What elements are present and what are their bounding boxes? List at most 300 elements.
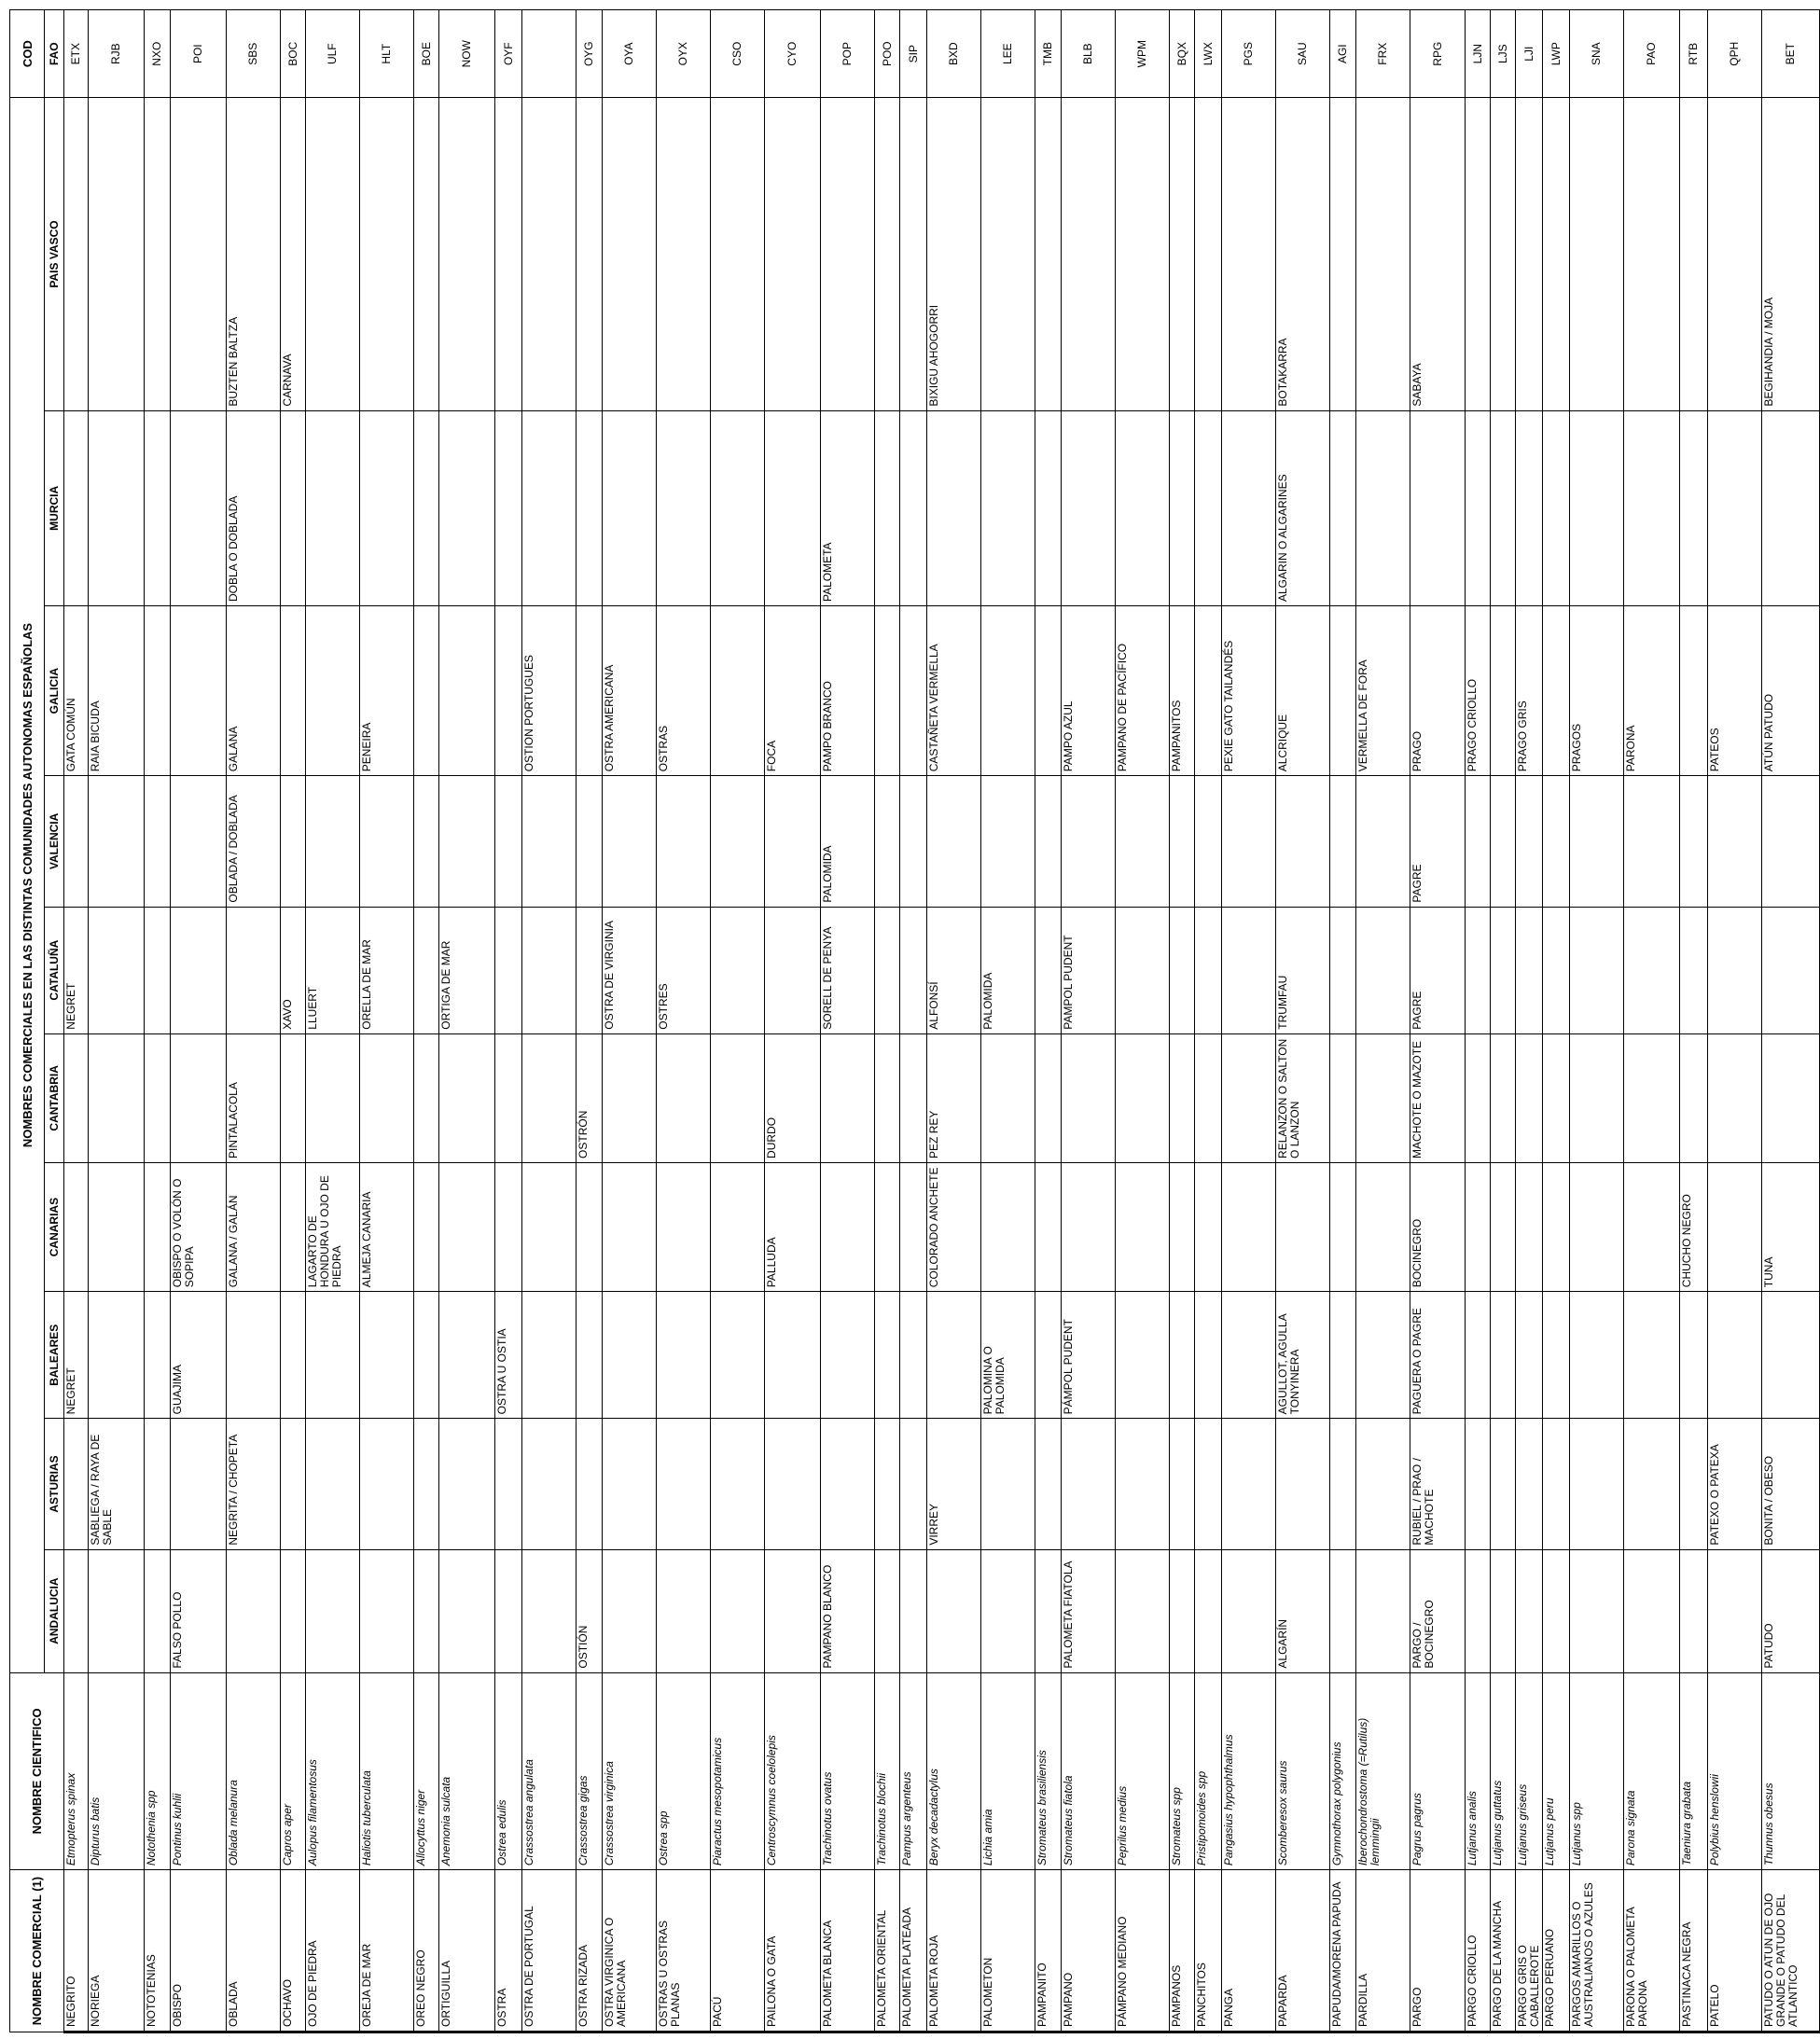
region-name-cell	[765, 1419, 821, 1549]
region-name-cell: ALCRIQUE	[1276, 606, 1330, 776]
region-name-cell	[1170, 98, 1195, 410]
region-name-cell	[1356, 1162, 1410, 1291]
table-row	[1466, 10, 1491, 2032]
fao-code-cell: RTB	[1680, 10, 1708, 98]
nombre-comercial-cell: OREJA DE MAR	[360, 1870, 414, 2032]
region-name-cell	[1543, 1033, 1570, 1162]
nombre-cientifico-cell: Etmopterus spinax	[64, 1672, 89, 1870]
region-name-cell	[900, 606, 927, 776]
nombre-comercial-cell: NEGRITO	[64, 1870, 89, 2032]
region-name-cell	[1543, 1292, 1570, 1419]
region-name-cell: PENEIRA	[360, 606, 414, 776]
region-name-cell	[603, 776, 657, 907]
region-name-cell	[495, 606, 522, 776]
region-name-cell	[1466, 1419, 1491, 1549]
nombre-cientifico-cell: Lutjanus spp	[1570, 1672, 1624, 1870]
table-row	[927, 10, 981, 2032]
region-name-cell	[875, 907, 900, 1033]
fao-code-cell: OYA	[603, 10, 657, 98]
region-name-cell	[900, 1292, 927, 1419]
nombre-cientifico-cell: Crassostrea angulata	[522, 1672, 577, 1870]
region-name-cell	[765, 98, 821, 410]
nombre-comercial-cell: PAILONA O GATA	[765, 1870, 821, 2032]
region-name-cell	[603, 410, 657, 605]
region-name-cell	[306, 606, 360, 776]
region-name-cell: PATUDO	[1762, 1549, 1820, 1672]
region-name-cell: BIXIGU AHOGORRI	[927, 98, 981, 410]
table-row	[1170, 10, 1195, 2032]
region-name-cell	[1466, 1549, 1491, 1672]
nombre-cientifico-cell: Taeniura grabata	[1680, 1672, 1708, 1870]
region-name-cell	[522, 1292, 577, 1419]
region-name-cell	[414, 410, 439, 605]
region-name-cell	[1543, 606, 1570, 776]
region-name-cell	[657, 1033, 711, 1162]
region-name-cell	[281, 1033, 306, 1162]
region-name-cell	[1680, 1033, 1708, 1162]
region-name-cell	[900, 1549, 927, 1672]
region-name-cell	[603, 1033, 657, 1162]
region-name-cell: PAMPANO DE PACÍFICO	[1116, 606, 1170, 776]
region-name-cell: BOTAKARRA	[1276, 98, 1330, 410]
region-name-cell: PRAGOS	[1570, 606, 1624, 776]
nombre-cientifico-cell: Pontinus kuhlii	[171, 1672, 227, 1870]
region-name-cell	[875, 1033, 900, 1162]
region-name-cell: GUAJIMA	[171, 1292, 227, 1419]
species-table	[9, 9, 1820, 2033]
nombre-cientifico-cell: Lutjanus griseus	[1516, 1672, 1543, 1870]
region-name-cell	[875, 1292, 900, 1419]
region-name-cell	[1624, 1549, 1680, 1672]
region-name-cell	[281, 1162, 306, 1291]
region-name-cell	[306, 1549, 360, 1672]
region-name-cell	[1356, 776, 1410, 907]
region-name-cell	[1570, 907, 1624, 1033]
region-name-cell	[875, 410, 900, 605]
table-row	[1116, 10, 1170, 2032]
region-name-cell: VIRREY	[927, 1419, 981, 1549]
region-name-cell	[89, 98, 145, 410]
fao-code-cell: QPH	[1708, 10, 1762, 98]
region-name-cell	[657, 410, 711, 605]
region-name-cell	[1491, 1033, 1516, 1162]
region-name-cell: ALMEJA CANARIA	[360, 1162, 414, 1291]
region-name-cell	[1170, 410, 1195, 605]
region-name-cell	[1356, 98, 1410, 410]
region-name-cell	[145, 1162, 171, 1291]
fao-code-cell: AGI	[1330, 10, 1356, 98]
region-name-cell	[1466, 907, 1491, 1033]
region-name-cell	[711, 1419, 765, 1549]
region-name-cell	[171, 1033, 227, 1162]
table-row	[89, 10, 145, 2032]
region-name-cell: BUZTEN BALTZA	[227, 98, 281, 410]
region-name-cell	[281, 606, 306, 776]
nombre-cientifico-cell: Trachinotus ovatus	[821, 1672, 875, 1870]
region-name-cell: TUNA	[1762, 1162, 1820, 1291]
nombre-comercial-cell: OCHAVO	[281, 1870, 306, 2032]
region-name-cell: PAMPOL PUDENT	[1062, 907, 1116, 1033]
region-name-cell	[495, 1033, 522, 1162]
region-name-cell	[711, 907, 765, 1033]
region-name-cell	[1330, 1162, 1356, 1291]
nombre-comercial-cell: OSTRA DE PORTUGAL	[522, 1870, 577, 2032]
fao-code-cell: CSO	[711, 10, 765, 98]
region-name-cell	[1222, 98, 1276, 410]
region-name-cell	[1116, 98, 1170, 410]
region-name-cell	[875, 1419, 900, 1549]
fao-code-cell: NOW	[439, 10, 495, 98]
region-name-cell	[1035, 606, 1062, 776]
nombre-cientifico-cell: Stromateus fiatola	[1062, 1672, 1116, 1870]
nombre-cientifico-cell: Ostrea edulis	[495, 1672, 522, 1870]
region-name-cell	[981, 1033, 1035, 1162]
region-name-cell	[1680, 776, 1708, 907]
region-name-cell	[522, 98, 577, 410]
region-name-cell	[1624, 410, 1680, 605]
region-name-cell	[577, 1419, 603, 1549]
nombre-cientifico-cell: Peprilus medius	[1116, 1672, 1170, 1870]
region-name-cell	[1330, 1549, 1356, 1672]
region-name-cell	[439, 98, 495, 410]
region-name-cell	[360, 1419, 414, 1549]
fao-code-cell: LWP	[1543, 10, 1570, 98]
region-name-cell	[927, 1549, 981, 1672]
region-name-cell	[1330, 606, 1356, 776]
region-name-cell	[657, 1162, 711, 1291]
region-name-cell	[1543, 907, 1570, 1033]
region-name-cell	[1035, 1162, 1062, 1291]
region-name-cell	[414, 1419, 439, 1549]
region-name-cell	[439, 410, 495, 605]
region-name-cell	[1222, 1162, 1276, 1291]
nombre-comercial-cell: OSTRA	[495, 1870, 522, 2032]
region-name-cell	[64, 1033, 89, 1162]
nombre-cientifico-cell: Pristipomoides spp	[1195, 1672, 1222, 1870]
region-name-cell: SORELL DE PENYA	[821, 907, 875, 1033]
region-name-cell: NEGRET	[64, 907, 89, 1033]
region-name-cell	[981, 98, 1035, 410]
region-name-cell	[981, 776, 1035, 907]
region-name-cell	[227, 1549, 281, 1672]
nombre-cientifico-cell: Oblada melanura	[227, 1672, 281, 1870]
fao-code-cell: LJI	[1516, 10, 1543, 98]
region-name-cell: PALOMETA	[821, 410, 875, 605]
region-name-cell: ORELLA DE MAR	[360, 907, 414, 1033]
region-name-cell	[1195, 1292, 1222, 1419]
region-name-cell	[1330, 776, 1356, 907]
region-name-cell	[1222, 1033, 1276, 1162]
region-name-cell: DURDO	[765, 1033, 821, 1162]
nombre-cientifico-cell: Anemonia sulcata	[439, 1672, 495, 1870]
region-name-cell	[1035, 907, 1062, 1033]
region-name-cell	[711, 776, 765, 907]
region-name-cell: PALOMETA FIATOLA	[1062, 1549, 1116, 1672]
region-name-cell	[522, 410, 577, 605]
region-name-cell: LLUERT	[306, 907, 360, 1033]
region-name-cell	[1491, 98, 1516, 410]
table-row	[522, 10, 577, 2032]
fao-code-cell: OYG	[577, 10, 603, 98]
table-row	[171, 10, 227, 2032]
region-name-cell	[1491, 1162, 1516, 1291]
region-name-cell: RAIA BICUDA	[89, 606, 145, 776]
region-name-cell: PATEXO O PATEXA	[1708, 1419, 1762, 1549]
region-name-cell	[1170, 1033, 1195, 1162]
region-name-cell: CASTAÑETA VERMELLA	[927, 606, 981, 776]
region-name-cell	[711, 1549, 765, 1672]
region-name-cell: CARNAVA	[281, 98, 306, 410]
nombre-comercial-cell: PAMPANITO	[1035, 1870, 1062, 2032]
region-name-cell	[145, 1033, 171, 1162]
region-name-cell	[495, 410, 522, 605]
region-name-cell: GATA COMÚN	[64, 606, 89, 776]
region-name-cell	[1680, 410, 1708, 605]
region-name-cell	[1570, 1033, 1624, 1162]
region-name-cell	[1062, 1033, 1116, 1162]
region-name-cell	[439, 1292, 495, 1419]
region-name-cell: PAGRE	[1410, 907, 1466, 1033]
region-name-cell: PINTALACOLA	[227, 1033, 281, 1162]
region-name-cell	[1516, 1549, 1543, 1672]
region-name-cell	[1516, 1162, 1543, 1291]
nombre-comercial-cell: PARDILLA	[1356, 1870, 1410, 2032]
fao-code-cell: PGS	[1222, 10, 1276, 98]
region-name-cell	[1708, 1549, 1762, 1672]
region-name-cell	[577, 907, 603, 1033]
region-name-cell	[1035, 98, 1062, 410]
fao-code-cell: HLT	[360, 10, 414, 98]
region-name-cell	[227, 1292, 281, 1419]
nombre-cientifico-cell: Pangasius hypophthalmus	[1222, 1672, 1276, 1870]
region-name-cell	[281, 1292, 306, 1419]
region-name-cell	[1356, 1549, 1410, 1672]
region-name-cell: NEGRET	[64, 1292, 89, 1419]
region-name-cell	[1762, 1292, 1820, 1419]
region-name-cell	[1330, 98, 1356, 410]
header-cod: COD	[10, 10, 45, 98]
region-name-cell	[1035, 410, 1062, 605]
region-name-cell	[711, 98, 765, 410]
region-name-cell	[1195, 907, 1222, 1033]
region-name-cell: CHUCHO NEGRO	[1680, 1162, 1708, 1291]
region-name-cell	[603, 1419, 657, 1549]
region-name-cell	[145, 1549, 171, 1672]
region-name-cell	[439, 1033, 495, 1162]
region-name-cell	[577, 606, 603, 776]
region-name-cell	[439, 776, 495, 907]
region-name-cell	[765, 1549, 821, 1672]
nombre-comercial-cell: OSTRAS U OSTRAS PLANAS	[657, 1870, 711, 2032]
table-row	[1222, 10, 1276, 2032]
region-name-cell	[522, 1419, 577, 1549]
fao-code-cell: BQX	[1170, 10, 1195, 98]
region-name-cell	[1195, 1162, 1222, 1291]
region-name-cell	[1062, 410, 1116, 605]
table-row	[1570, 10, 1624, 2032]
nombre-cientifico-cell: Ostrea spp	[657, 1672, 711, 1870]
region-name-cell: RUBIEL / PRAO / MACHOTE	[1410, 1419, 1466, 1549]
table-row	[1491, 10, 1516, 2032]
region-name-cell: PÁMPOL PUDENT	[1062, 1292, 1116, 1419]
region-name-cell	[1570, 1549, 1624, 1672]
region-name-cell: MACHOTE O MAZOTE	[1410, 1033, 1466, 1162]
region-name-cell	[1170, 907, 1195, 1033]
region-name-cell	[765, 410, 821, 605]
region-name-cell	[281, 1419, 306, 1549]
region-name-cell	[1624, 1033, 1680, 1162]
region-name-cell	[1062, 1162, 1116, 1291]
region-name-cell	[1762, 410, 1820, 605]
header-region: GALICIA	[45, 606, 64, 776]
region-name-cell	[495, 98, 522, 410]
region-name-cell	[1491, 776, 1516, 907]
region-name-cell	[306, 1419, 360, 1549]
region-name-cell: VERMELLA DE FORA	[1356, 606, 1410, 776]
region-name-cell	[603, 1549, 657, 1672]
region-name-cell	[1410, 410, 1466, 605]
region-name-cell	[577, 1292, 603, 1419]
region-name-cell	[360, 410, 414, 605]
nombre-cientifico-cell: Lutjanus guttatus	[1491, 1672, 1516, 1870]
region-name-cell	[900, 1419, 927, 1549]
fao-code-cell: OYF	[495, 10, 522, 98]
region-name-cell	[145, 1292, 171, 1419]
nombre-comercial-cell: PASTINACA NEGRA	[1680, 1870, 1708, 2032]
nombre-cientifico-cell: Piaractus mesopotamicus	[711, 1672, 765, 1870]
region-name-cell: PAMPANO BLANCO	[821, 1549, 875, 1672]
table-row	[1062, 10, 1116, 2032]
region-name-cell	[1035, 1419, 1062, 1549]
region-name-cell: DOBLA O DOBLADA	[227, 410, 281, 605]
fao-code-cell: PAO	[1624, 10, 1680, 98]
header-nombre-comercial: NOMBRE COMERCIAL (1)	[10, 1870, 64, 2032]
table-row	[1762, 10, 1820, 2032]
table-row	[145, 10, 171, 2032]
nombre-comercial-cell: PALOMETA BLANCA	[821, 1870, 875, 2032]
region-name-cell: PEXIE GATO TAILANDÉS	[1222, 606, 1276, 776]
table-row	[439, 10, 495, 2032]
region-name-cell	[875, 98, 900, 410]
region-name-cell	[875, 606, 900, 776]
table-row	[821, 10, 875, 2032]
region-name-cell	[145, 410, 171, 605]
header-region: CANTABRIA	[45, 1033, 64, 1162]
region-name-cell	[360, 1292, 414, 1419]
region-name-cell	[1062, 1419, 1116, 1549]
table-row	[981, 10, 1035, 2032]
region-name-cell	[1356, 907, 1410, 1033]
nombre-comercial-cell: OBISPO	[171, 1870, 227, 2032]
region-name-cell	[711, 1162, 765, 1291]
region-name-cell	[1330, 907, 1356, 1033]
region-name-cell	[1708, 907, 1762, 1033]
region-name-cell	[1680, 606, 1708, 776]
region-name-cell	[1170, 776, 1195, 907]
region-name-cell: OSTRA DE VIRGINIA	[603, 907, 657, 1033]
table-row	[1035, 10, 1062, 2032]
header-region: VALENCIA	[45, 776, 64, 907]
region-name-cell: PRAGO CRIOLLO	[1466, 606, 1491, 776]
region-name-cell	[1491, 907, 1516, 1033]
region-name-cell: PAMPANITOS	[1170, 606, 1195, 776]
region-name-cell: PRAGO	[1410, 606, 1466, 776]
region-name-cell: OSTION PORTUGUES	[522, 606, 577, 776]
region-name-cell	[1356, 1292, 1410, 1419]
region-name-cell: SABLIEGA / RAYA DE SABLE	[89, 1419, 145, 1549]
region-name-cell	[1491, 606, 1516, 776]
region-name-cell: OBISPO O VOLÓN O SOPIPA	[171, 1162, 227, 1291]
nombre-cientifico-cell: Crassostrea gigas	[577, 1672, 603, 1870]
region-name-cell: COLORADO ANCHETE	[927, 1162, 981, 1291]
fao-code-cell: LJN	[1466, 10, 1491, 98]
region-name-cell	[1570, 1162, 1624, 1291]
region-name-cell	[1543, 1549, 1570, 1672]
region-name-cell	[145, 776, 171, 907]
region-name-cell	[1543, 776, 1570, 907]
region-name-cell	[1330, 1419, 1356, 1549]
table-row	[577, 10, 603, 2032]
region-name-cell	[414, 1162, 439, 1291]
fao-code-cell: BOC	[281, 10, 306, 98]
region-name-cell	[1543, 1419, 1570, 1549]
region-name-cell	[145, 606, 171, 776]
fao-code-cell: RJB	[89, 10, 145, 98]
header-nombre-cientifico: NOMBRE CIENTIFICO	[10, 1672, 64, 1870]
region-name-cell: PALLUDA	[765, 1162, 821, 1291]
region-name-cell	[171, 776, 227, 907]
region-name-cell	[1116, 410, 1170, 605]
region-name-cell	[1116, 776, 1170, 907]
header-region: PAIS VASCO	[45, 98, 64, 410]
region-name-cell	[522, 1549, 577, 1672]
region-name-cell	[981, 410, 1035, 605]
table-row	[900, 10, 927, 2032]
region-name-cell: ORTIGA DE MAR	[439, 907, 495, 1033]
region-name-cell: ALFONSÍ	[927, 907, 981, 1033]
region-name-cell	[1708, 1292, 1762, 1419]
region-name-cell	[927, 1292, 981, 1419]
region-name-cell	[1624, 776, 1680, 907]
region-name-cell	[577, 98, 603, 410]
table-row	[495, 10, 522, 2032]
fao-code-cell: POO	[875, 10, 900, 98]
nombre-comercial-cell: PACÚ	[711, 1870, 765, 2032]
table-row	[1708, 10, 1762, 2032]
region-name-cell	[1570, 1419, 1624, 1549]
region-name-cell	[306, 1033, 360, 1162]
region-name-cell	[1762, 776, 1820, 907]
region-name-cell: OSTRA U OSTIA	[495, 1292, 522, 1419]
table-row	[64, 10, 89, 2032]
region-name-cell: SABAYA	[1410, 98, 1466, 410]
header-comunidades: NOMBRES COMERCIALES EN LAS DISTINTAS COMUNIDADES AUTONOMAS ESPAÑOLAS	[10, 98, 45, 1672]
nombre-cientifico-cell: Beryx decadactylus	[927, 1672, 981, 1870]
nombre-comercial-cell: PALOMETON	[981, 1870, 1035, 2032]
header-region: CATALUÑA	[45, 907, 64, 1033]
region-name-cell	[439, 1419, 495, 1549]
region-name-cell	[522, 776, 577, 907]
region-name-cell	[1680, 907, 1708, 1033]
region-name-cell	[1195, 410, 1222, 605]
region-name-cell: BONITA / OBESO	[1762, 1419, 1820, 1549]
region-name-cell: PALOMINA O PALOMIDA	[981, 1292, 1035, 1419]
fao-code-cell: LEE	[981, 10, 1035, 98]
nombre-comercial-cell: ORTIGUILLA	[439, 1870, 495, 2032]
region-name-cell	[64, 1162, 89, 1291]
fao-code-cell: POP	[821, 10, 875, 98]
nombre-cientifico-cell: Polybius henslowii	[1708, 1672, 1762, 1870]
